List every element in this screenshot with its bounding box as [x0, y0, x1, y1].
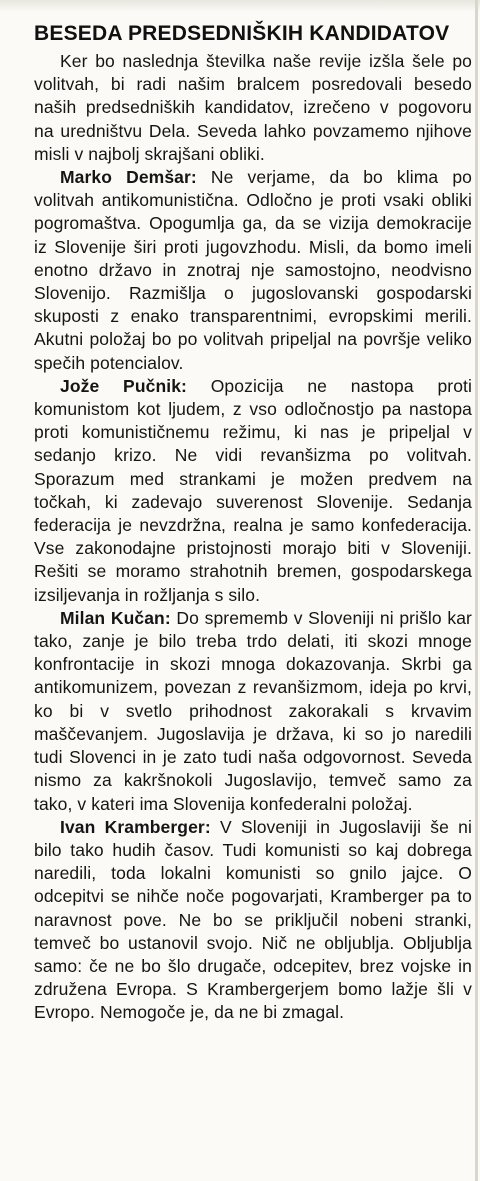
speaker-name-pucnik: Jože Pučnik:	[60, 375, 187, 396]
right-edge-rule	[475, 0, 478, 1181]
speaker-name-demsar: Marko Demšar:	[60, 167, 197, 188]
statement-pucnik	[34, 375, 472, 607]
statement-kramberger	[34, 816, 472, 1025]
article-column	[34, 22, 472, 1025]
intro-paragraph: Ker bo naslednja številka naše revije izšla šele po volitvah, bi radi našim bralcem posredovali besedo naših predsedniških kandidatov, izrečeno v pogovoru na uredništvu Dela. Seveda lahko povzamemo njihove misli v najbolj skrajšani obliki.	[34, 51, 472, 164]
speaker-name-kucan: Milan Kučan:	[60, 607, 171, 628]
statement-kucan	[34, 607, 472, 816]
statement-text-pucnik: Opozicija ne nastopa proti komunistom kot ljudem, z vso odločnostjo pa nastopa proti komunističnemu režimu, ki nas je pripeljal v sedanjo krizo. Ne vidi revanšizma po volitvah. Sporazum med strankami je možen predvem na točkah, ki zadevajo suverenost Slovenije. Sedanja federacija je nevzdržna, realna je samo konfederacija. Vse zakonodajne pristojnosti morajo biti v Sloveniji. Rešiti se moramo strahotnih bremen, gospodarskega izsiljevanja in rožljanja s silo.	[34, 375, 472, 605]
article-headline: BESEDA PREDSEDNIŠKIH KANDIDATOV	[34, 22, 450, 45]
speaker-name-kramberger: Ivan Kramberger:	[60, 816, 211, 837]
statement-text-kucan: Do sprememb v Sloveniji ni prišlo kar tako, zanje je bilo treba trdo delati, iti skozi mnoge konfrontacije in skozi mnoga dokazovanja. Skrbi ga antikomunizem, povezan z revanšizmom, ideja po krvi, ko bi v svetlo prihodnost zakorakali s krvavim maščevanjem. Jugoslavija je država, ki so jo naredili tudi Slovenci in je zato tudi naša odgovornost. Seveda nismo za kakršnokoli Jugoslavijo, temveč samo za tako, v kateri ima Slovenija konfederalni položaj.	[34, 607, 472, 814]
statement-demsar	[34, 166, 472, 375]
top-edge-strip	[0, 0, 480, 12]
statement-text-kramberger: V Sloveniji in Jugoslaviji še ni bilo tako hudih časov. Tudi komunisti so kaj dobrega naredili, toda lokalni komunisti so gnilo jajce. O odcepitvi se nihče noče pogovarjati, Kramberger pa to naravnost pove. Ne bo se priključil nobeni stranki, temveč bo ustanovil svojo. Nič ne obljublja. Obljublja samo: če ne bo šlo drugače, odcepitev, brez vojske in združena Evropa. S Krambergerjem bomo lažje šli v Evropo. Nemogoče je, da ne bi zmagal.	[34, 816, 472, 1023]
statement-text-demsar: Ne verjame, da bo klima po volitvah antikomunistična. Odločno je proti vsaki obliki pogromaštva. Opogumlja ga, da se vizija demokracije iz Slovenije širi proti jugovzhodu. Misli, da bomo imeli enotno državo in znotraj nje samostojno, neodvisno Slovenijo. Razmišlja o jugoslovanski gospodarski skuposti z enako transparentnimi, evropskimi merili. Akutni položaj bo po volitvah pripeljal na površje veliko spečih potencialov.	[34, 167, 472, 373]
